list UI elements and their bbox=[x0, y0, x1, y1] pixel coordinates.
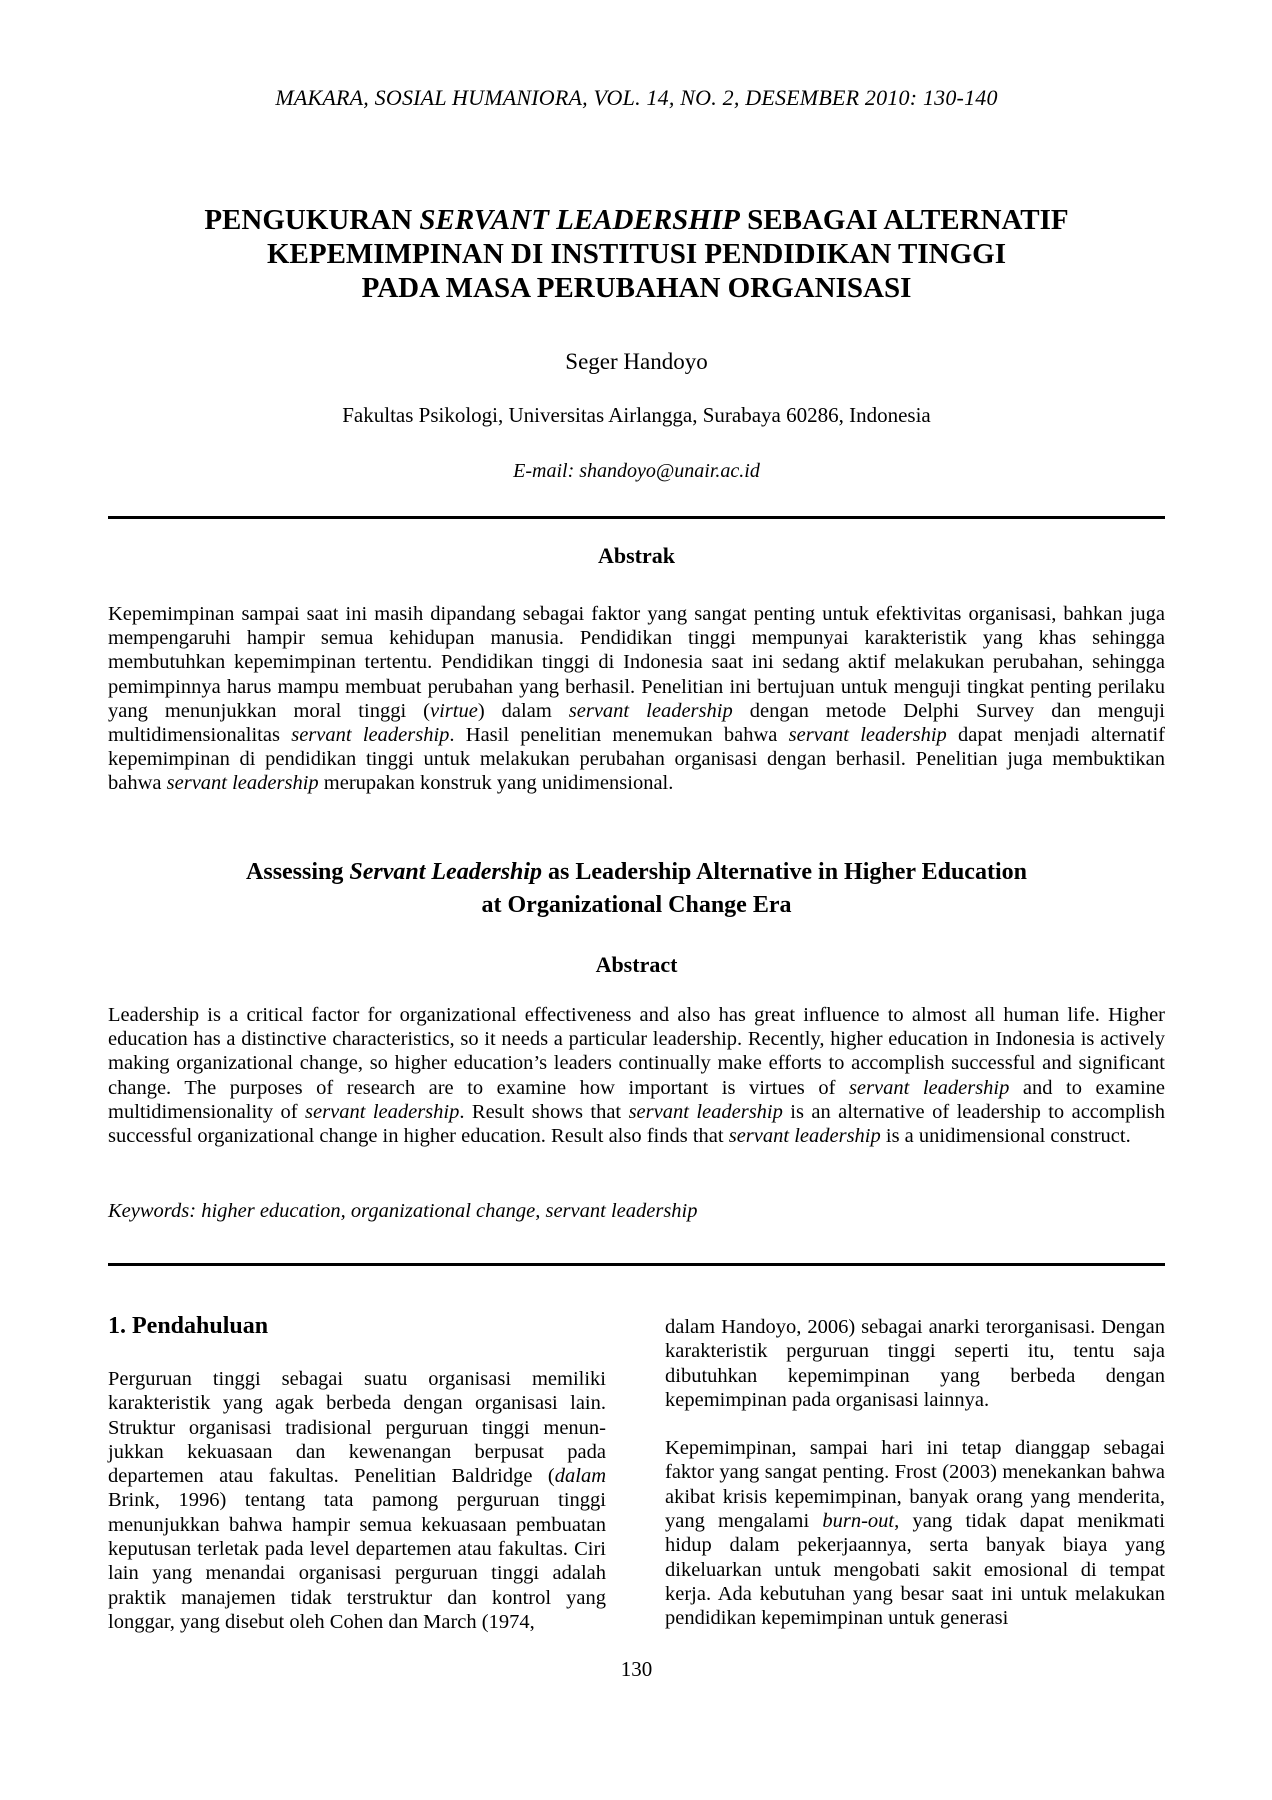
intro-paragraph-left: Perguruan tinggi sebagai suatu organisasi memiliki karakteristik yang agak berbeda dengan organisasi lain. Struktur organisasi tradisional perguruan tinggi menun-jukkan kekuasaan dan kewenangan berpusat pada departemen atau fakultas. Penelitian Baldridge (dalam Brink, 1996) tentang tata pamong perguruan tinggi menunjukkan bahwa hampir semua kekuasaan pembuatan keputusan terletak pada level departemen atau fakultas. Ciri lain yang menandai organisasi perguruan tinggi adalah praktik manajemen tidak terstruktur dan kontrol yang longgar, yang disebut oleh Cohen dan March (1974, bbox=[108, 1368, 606, 1633]
author-affiliation: Fakultas Psikologi, Universitas Airlangga, Surabaya 60286, Indonesia bbox=[342, 403, 931, 427]
divider-bottom-rule bbox=[108, 1263, 1165, 1266]
abstract-text-indonesian: Kepemimpinan sampai saat ini masih dipandang sebagai faktor yang sangat penting untuk efektivitas organisasi, bahkan juga mempengaruhi hampir semua kehidupan manusia. Pendidikan tinggi mempunyai karakteristik yang khas sehingga membutuhkan kepemimpinan tertentu. Pendidikan tinggi di Indonesia saat ini sedang aktif melakukan perubahan, sehingga pemimpinnya harus mampu membuat perubahan yang berhasil. Penelitian ini bertujuan untuk menguji tingkat penting perilaku yang menunjukkan moral tinggi (virtue) dalam servant leadership dengan metode Delphi Survey dan menguji multidimensionalitas servant leadership. Hasil penelitian menemukan bahwa servant leadership dapat menjadi alternatif kepemimpinan di pendidikan tinggi untuk melakukan perubahan organisasi dengan berhasil. Penelitian juga membuktikan bahwa servant leadership merupakan konstruk yang unidimensional. bbox=[108, 603, 1165, 795]
article-title-indonesian: PENGUKURAN SERVANT LEADERSHIP SEBAGAI ALTERNATIF KEPEMIMPINAN DI INSTITUSI PENDIDIKAN TINGGI PADA MASA PERUBAHAN ORGANISASI bbox=[204, 204, 1069, 304]
body-column-left bbox=[108, 1312, 606, 1634]
intro-paragraph-right-2: Kepemimpinan, sampai hari ini tetap dianggap sebagai faktor yang sangat penting. Frost (2003) menekankan bahwa akibat krisis kepemimpinan, banyak orang yang menderita, yang mengalami burn-out, yang tidak dapat menikmati hidup dalam pekerjaannya, serta banyak biaya yang dikeluarkan untuk mengobati sakit emosional di tempat kerja. Ada kebutuhan yang besar saat ini untuk melakukan pendidikan kepemimpinan untuk generasi bbox=[665, 1437, 1165, 1630]
abstract-heading-indonesian: Abstrak bbox=[597, 543, 675, 568]
section-heading-pendahuluan: 1. Pendahuluan bbox=[108, 1313, 269, 1339]
author-email: E-mail: shandoyo@unair.ac.id bbox=[513, 460, 760, 482]
divider-top-rule bbox=[108, 516, 1165, 519]
page-number: 130 bbox=[620, 1657, 653, 1681]
abstract-text-english: Leadership is a critical factor for organizational effectiveness and also has great influence to almost all human life. Higher education has a distinctive characteristics, so it needs a particular leadership. Recently, higher education in Indonesia is actively making organizational change, so higher education’s leaders continually make efforts to accomplish successful and significant change. The purposes of research are to examine how important is virtues of servant leadership and to examine multidimensionality of servant leadership. Result shows that servant leadership is an alternative of leadership to accomplish successful organizational change in higher education. Result also finds that servant leadership is a unidimensional construct. bbox=[108, 1004, 1165, 1148]
author-name: Seger Handoyo bbox=[565, 349, 708, 374]
keywords-line: Keywords: higher education, organizational change, servant leadership bbox=[108, 1200, 698, 1222]
article-title-english: Assessing Servant Leadership as Leadership Alternative in Higher Education at Organizational Change Era bbox=[246, 859, 1027, 918]
body-column-right bbox=[665, 1315, 1165, 1631]
intro-paragraph-right-1: dalam Handoyo, 2006) sebagai anarki terorganisasi. Dengan karakteristik perguruan tinggi seperti itu, tentu saja dibutuhkan kepemimpinan yang berbeda dengan kepemimpinan pada organisasi lainnya. bbox=[665, 1316, 1165, 1411]
journal-header: MAKARA, SOSIAL HUMANIORA, VOL. 14, NO. 2, DESEMBER 2010: 130-140 bbox=[275, 85, 998, 110]
abstract-heading-english: Abstract bbox=[595, 952, 678, 977]
